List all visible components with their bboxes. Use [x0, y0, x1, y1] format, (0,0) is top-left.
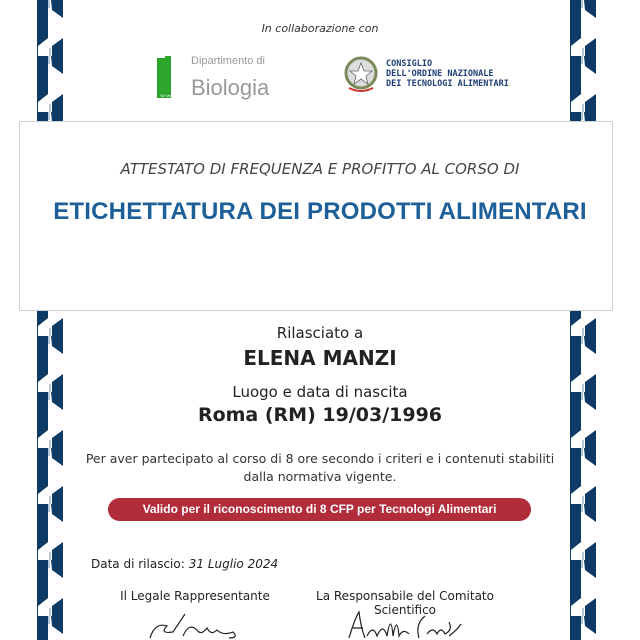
collaboration-label: In collaborazione con — [261, 22, 379, 35]
signature-scientific — [345, 608, 475, 640]
svg-text:DEI TECNOLOGI ALIMENTARI: DEI TECNOLOGI ALIMENTARI — [386, 79, 509, 89]
left-border-braid — [37, 0, 63, 640]
issue-date — [91, 557, 278, 571]
signature-label-legal: Il Legale Rappresentante — [120, 589, 270, 603]
birth-label: Luogo e data di nascita — [232, 383, 408, 401]
right-border-braid — [570, 0, 596, 640]
description — [0, 450, 640, 486]
biologia-logo — [155, 52, 275, 100]
issued-to-label: Rilasciato a — [276, 324, 364, 342]
description-line: Per aver partecipato al corso di 8 ore secondo i criteri e i contenuti stabiliti — [85, 451, 555, 466]
certificate-subtitle: ATTESTATO DI FREQUENZA E PROFITTO AL CORSO DI — [120, 160, 520, 178]
consiglio-logo — [343, 54, 513, 94]
signature-label-scientific: La Responsabile del Comitato Scientifico — [316, 589, 494, 617]
svg-text:Biologia: Biologia — [191, 75, 270, 100]
birth-place-date: Roma (RM) 19/03/1996 — [197, 404, 443, 426]
svg-text:CONSIGLIO: CONSIGLIO — [386, 59, 433, 69]
svg-text:Dipartimento di: Dipartimento di — [191, 55, 265, 67]
recipient-name: ELENA MANZI — [243, 346, 397, 370]
issue-date-label: Data di rilascio: — [91, 557, 185, 571]
signature-legal — [145, 612, 245, 640]
description-line: dalla normativa vigente. — [243, 469, 397, 484]
svg-text:Tor Vergata: Tor Vergata — [160, 94, 180, 98]
cfp-badge: Valido per il riconoscimento di 8 CFP per Tecnologi Alimentari — [108, 498, 531, 521]
issue-date-value: 31 Luglio 2024 — [188, 557, 279, 571]
course-title: ETICHETTATURA DEI PRODOTTI ALIMENTARI — [53, 198, 587, 225]
svg-text:DELL'ORDINE NAZIONALE: DELL'ORDINE NAZIONALE — [386, 69, 494, 79]
